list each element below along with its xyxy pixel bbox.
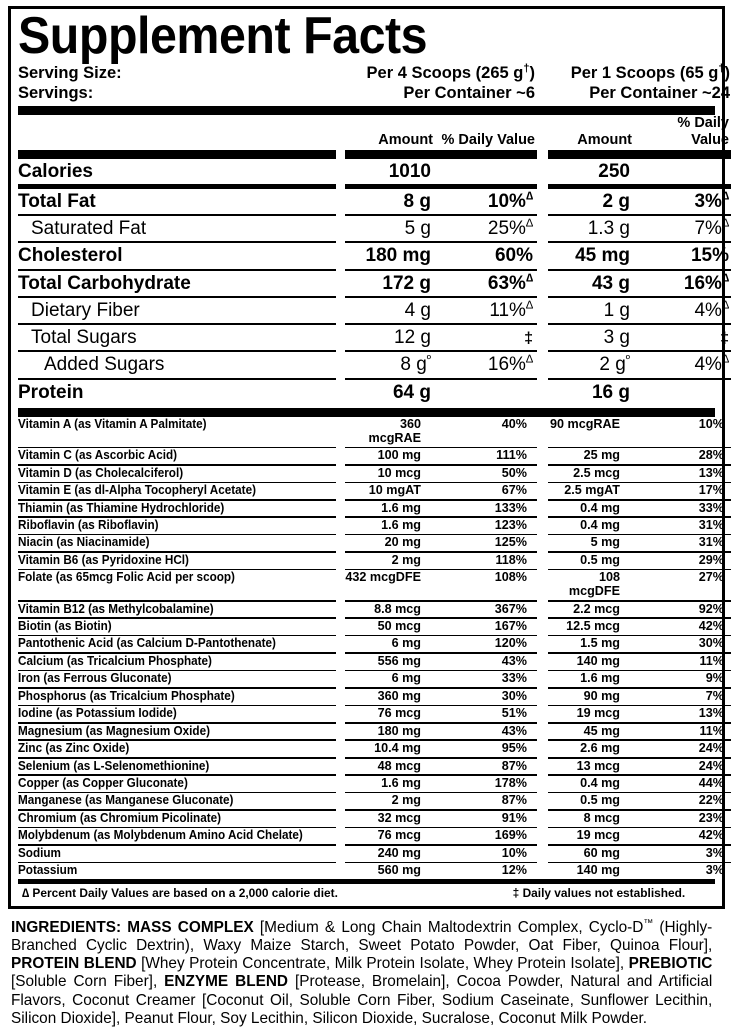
column-headers: [18, 115, 729, 149]
daily-value-col1: 40%: [501, 416, 527, 431]
footnote-marker: ∆: [721, 190, 729, 203]
daily-value-col2: 23%: [698, 810, 724, 825]
micronutrient-name: Iodine (as Potassium Iodide): [18, 706, 177, 721]
amount-col1: 6 mg: [391, 671, 421, 686]
footnote-marker: ∆: [525, 272, 533, 285]
amount-col2: 2 g: [602, 190, 630, 212]
micronutrient-name: Molybdenum (as Molybdenum Amino Acid Chelate): [18, 828, 303, 843]
amount-col1: 1.6 mg: [381, 775, 421, 790]
daily-value-col1: 123%: [494, 517, 527, 532]
micronutrient-row: [18, 810, 724, 827]
ingredient-text: [Soluble Corn Fiber],: [11, 973, 165, 991]
amount-col1: 172 g: [382, 272, 431, 294]
daily-value-col2: 24%: [698, 741, 724, 756]
daily-value-col2: 3%: [705, 863, 724, 878]
daily-value-col1: 50%: [501, 465, 527, 480]
nutrition-row: [18, 271, 729, 296]
daily-value-col2: 11%: [699, 723, 724, 738]
micronutrient-name: Biotin (as Biotin): [18, 619, 112, 633]
daily-value-col2: 30%: [698, 636, 724, 651]
amount-col1: 48 mcg: [377, 758, 421, 773]
daily-value-col2: 7%: [705, 688, 724, 703]
nutrition-row: [18, 243, 729, 268]
micronutrient-row: [18, 465, 724, 482]
micronutrient-row: [18, 570, 724, 600]
micronutrient-row: [18, 671, 724, 687]
daily-value-col2: 3%∆: [694, 190, 729, 212]
footnote-marker: ∆: [721, 354, 729, 367]
daily-value-col1: 125%: [494, 535, 527, 550]
daily-value-col2: 17%: [698, 483, 724, 498]
amount-col1: 32 mcg: [377, 810, 421, 825]
daily-value-col2: 13%: [698, 706, 724, 721]
daily-value-col2: 24%: [698, 758, 724, 773]
micronutrient-row: [18, 828, 724, 844]
micronutrient-name: Niacin (as Niacinamide): [18, 535, 150, 550]
amount-col2: 19 mcg: [576, 828, 620, 843]
header-amount-col1: Amount: [378, 131, 433, 148]
amount-col1: 4 g: [404, 299, 431, 321]
micronutrient-row: [18, 483, 724, 499]
daily-value-col1: 10%∆: [487, 190, 533, 212]
nutrition-table: [18, 159, 729, 405]
ingredients-heading: INGREDIENTS:: [11, 918, 122, 936]
micronutrient-name: Chromium (as Chromium Picolinate): [18, 810, 222, 825]
amount-col2: 0.4 mg: [580, 775, 620, 790]
amount-col1: 8 $g^º$: [400, 354, 431, 376]
daily-value-col2: 92%: [698, 601, 724, 616]
nutrient-name: Saturated Fat: [31, 218, 147, 240]
header-dv-col1: % Daily Value: [441, 131, 535, 148]
amount-col2: 0.4 mg: [580, 517, 620, 532]
facts-panel: [8, 6, 730, 909]
daily-value-col1: 178%: [494, 775, 527, 790]
ingredient-group-name: PREBIOTIC: [628, 955, 713, 973]
row-divider: [18, 350, 715, 352]
footnote-marker: ∆: [721, 272, 729, 285]
serving-info: [18, 62, 730, 103]
micronutrient-name: Magnesium (as Magnesium Oxide): [18, 723, 211, 738]
amount-col1: 10.4 mg: [374, 741, 421, 756]
amount-col1: 180 mg: [377, 723, 421, 738]
divider-thick-top: [18, 106, 715, 115]
nutrition-row: [18, 352, 729, 377]
amount-col1: 1010: [388, 160, 431, 182]
daily-value-col2: 4%∆: [694, 299, 729, 321]
daily-value-col2: 27%: [698, 570, 724, 585]
ingredient-group-name: PROTEIN BLEND: [11, 955, 137, 973]
daily-value-col2: 42%: [698, 619, 724, 633]
micronutrient-row: [18, 448, 724, 464]
nutrition-row: [18, 189, 729, 214]
daily-value-col2: 31%: [698, 535, 724, 550]
daily-value-col1: 11%∆: [489, 299, 533, 321]
micronutrient-row: [18, 416, 724, 447]
daily-value-col1: 51%: [501, 706, 527, 721]
amount-col1: 560 mg: [377, 863, 421, 878]
divider-thick-before-micros: [18, 408, 715, 417]
dagger-symbol-1: †: [523, 62, 530, 75]
serving-size-col1-end: ): [529, 63, 535, 82]
micronutrient-row: [18, 758, 724, 775]
dagger-symbol-2: †: [718, 62, 725, 75]
row-divider: [18, 241, 715, 243]
serving-size-row: [18, 62, 730, 83]
micronutrient-row: [18, 741, 724, 757]
row-divider: [18, 214, 715, 216]
nutrient-name: Total Sugars: [31, 327, 137, 349]
daily-value-col1: 108%: [494, 570, 527, 585]
daily-value-col1: 95%: [501, 741, 527, 756]
amount-col1: 8.8 mcg: [374, 601, 421, 616]
micronutrient-name: Vitamin D (as Cholecalciferol): [18, 465, 184, 480]
daily-value-col2: 31%: [698, 517, 724, 532]
amount-col2: 1.6 mg: [580, 671, 620, 686]
daily-value-col1: 120%: [494, 636, 527, 651]
micronutrient-row: [18, 601, 724, 618]
daily-value-col2: 28%: [698, 448, 724, 463]
servings-row: [18, 83, 730, 103]
daily-value-col1: 87%: [501, 758, 527, 773]
amount-col2: 25 mg: [583, 448, 620, 463]
micronutrient-row: [18, 863, 724, 879]
row-divider: [18, 269, 715, 271]
nutrition-row: [18, 159, 715, 184]
daily-value-col1: 167%: [494, 619, 527, 633]
nutrient-name: Total Fat: [18, 190, 96, 212]
nutrition-row: [18, 380, 715, 405]
daily-value-col1: 25%∆: [487, 217, 533, 240]
amount-col2: 1.5 mg: [580, 636, 620, 651]
footnote-not-established: ‡ Daily values not established.: [512, 885, 686, 900]
daily-value-col2: 29%: [698, 552, 724, 567]
nutrient-name: Cholesterol: [18, 245, 123, 267]
micronutrient-name: Manganese (as Manganese Gluconate): [18, 793, 234, 808]
daily-value-col1: 30%: [501, 688, 527, 703]
amount-col1: 432 mcgDFE: [345, 570, 421, 585]
amount-col2: 19 mcg: [576, 706, 620, 721]
micronutrient-row: [18, 535, 724, 551]
daily-value-col2: 7%∆: [694, 217, 729, 240]
nutrition-row: [18, 325, 729, 350]
daily-value-col2: 3%: [705, 845, 724, 860]
micronutrient-row: [18, 688, 724, 705]
row-divider: [18, 378, 715, 380]
micronutrient-name: Vitamin B12 (as Methylcobalamine): [18, 601, 214, 616]
micronutrient-row: [18, 775, 724, 792]
row-divider: [18, 323, 715, 325]
footnote-marker: ∆: [525, 190, 533, 203]
ingredient-text: (Highly-Branched Cyclic Dextrin), Waxy Maize Starch, Sweet Potato Powder, Oat Fiber, Quinoa Flour],: [11, 918, 713, 954]
amount-col2: 43 g: [591, 272, 630, 294]
amount-col2: 108 mcgDFE: [568, 570, 620, 599]
micronutrient-name: Vitamin E (as dl-Alpha Tocopheryl Acetate): [18, 483, 256, 498]
amount-col1: 5 g: [404, 218, 431, 240]
micronutrient-row: [18, 517, 724, 534]
daily-value-col1: ‡: [524, 330, 533, 348]
micronutrient-row: [18, 723, 724, 740]
amount-col2: 90 mg: [583, 688, 620, 703]
daily-value-col1: 118%: [495, 552, 527, 567]
amount-col2: 140 mg: [576, 653, 620, 668]
footnote-marker: ∆: [721, 217, 729, 230]
ingredient-text: [Whey Protein Concentrate, Milk Protein Isolate, Whey Protein Isolate],: [136, 955, 629, 973]
daily-value-col2: 10%: [698, 416, 724, 431]
servings-col2: Per Container ~24: [589, 84, 730, 103]
amount-col1: 76 mcg: [377, 706, 421, 721]
serving-size-label: Serving Size:: [18, 63, 122, 82]
amount-col2: 0.5 mg: [580, 552, 620, 567]
nutrition-row: [18, 216, 729, 241]
daily-value-col1: 16%∆: [487, 354, 533, 376]
daily-value-col2: 9%: [705, 671, 724, 686]
amount-col2: 60 mg: [583, 845, 620, 860]
trademark-symbol: ™: [643, 917, 654, 929]
daily-value-col2: 16%∆: [683, 272, 729, 294]
ingredient-group-name: MASS COMPLEX: [127, 918, 254, 936]
amount-col1: 556 mg: [377, 653, 421, 668]
amount-col1: 360 mg: [377, 688, 421, 703]
daily-value-col1: 43%: [501, 653, 527, 668]
ingredients-paragraph: [11, 919, 712, 1028]
amount-col1: 1.6 mg: [381, 517, 421, 532]
daily-value-col2: 13%: [698, 465, 724, 480]
nutrient-name: Calories: [18, 160, 93, 182]
micronutrient-name: Calcium (as Tricalcium Phosphate): [18, 653, 212, 668]
row-divider: [18, 184, 715, 189]
daily-value-col2: 42%: [698, 828, 724, 843]
micronutrient-row: [18, 845, 724, 862]
daily-value-col1: 63%∆: [487, 272, 533, 294]
daily-value-col1: 33%: [501, 671, 527, 686]
amount-col2: 45 mg: [575, 245, 630, 267]
daily-value-col1: 169%: [494, 828, 527, 843]
daily-value-col2: 11%: [699, 653, 724, 668]
micronutrient-name: Vitamin A (as Vitamin A Palmitate): [18, 416, 207, 431]
micronutrient-name: Sodium: [18, 845, 61, 860]
amount-col1: 240 mg: [377, 845, 421, 860]
daily-value-col2: 44%: [698, 775, 724, 790]
serving-size-col2-end: ): [724, 63, 730, 82]
micronutrient-row: [18, 500, 724, 517]
daily-value-col1: 60%: [494, 245, 533, 267]
amount-col1: 10 mgAT: [368, 483, 421, 498]
header-amount-col2: Amount: [577, 131, 632, 148]
header-dv-col2: % Daily Value: [677, 115, 729, 148]
micronutrient-name: Riboflavin (as Riboflavin): [18, 517, 159, 532]
nutrient-name: Added Sugars: [44, 354, 165, 376]
serving-size-col2: [537, 63, 731, 83]
amount-col2: 8 mcg: [583, 810, 620, 825]
ingredient-group-name: ENZYME BLEND: [164, 973, 289, 991]
daily-value-col1: 91%: [501, 810, 527, 825]
amount-col2: 2 $g^º$: [599, 354, 630, 376]
amount-col1: 50 mcg: [377, 619, 421, 633]
amount-col1: 360 mcgRAE: [368, 416, 421, 445]
amount-col2: 2.5 mcg: [573, 465, 620, 480]
amount-col1: 2 mg: [391, 552, 421, 567]
row-divider: [18, 296, 715, 298]
nutrient-name: Total Carbohydrate: [18, 272, 191, 294]
daily-value-col2: 33%: [698, 500, 724, 515]
daily-value-col2: 15%: [690, 245, 729, 267]
serving-size-col2-text: Per 1 Scoops (65 g: [570, 63, 719, 82]
daily-value-col1: 367%: [494, 601, 527, 616]
amount-col2: 13 mcg: [576, 758, 620, 773]
micronutrient-name: Folate (as 65mcg Folic Acid per scoop): [18, 570, 235, 585]
micronutrient-row: [18, 653, 724, 670]
micronutrient-name: Potassium: [18, 863, 78, 878]
daily-value-col1: 10%: [501, 845, 527, 860]
daily-value-col2: ‡: [720, 330, 729, 348]
amount-col1: 64 g: [392, 381, 431, 403]
amount-col2: 2.2 mcg: [573, 601, 620, 616]
amount-col1: 10 mcg: [377, 465, 421, 480]
micronutrient-name: Vitamin C (as Ascorbic Acid): [18, 448, 178, 463]
amount-col2: 2.5 mgAT: [564, 483, 620, 498]
ingredient-text: [Medium & Long Chain Maltodextrin Complex, Cyclo-D: [253, 918, 644, 936]
amount-col2: 90 mcgRAE: [550, 416, 620, 431]
serving-size-col1: [336, 63, 537, 83]
amount-col2: 0.4 mg: [580, 500, 620, 515]
micronutrient-row: [18, 619, 724, 635]
footnote-marker: ∆: [525, 299, 533, 312]
amount-col2: 2.6 mg: [580, 741, 620, 756]
page-title: Supplement Facts: [18, 7, 428, 65]
amount-col2: 1.3 g: [587, 218, 630, 240]
amount-col2: 140 mg: [576, 863, 620, 878]
amount-col1: 20 mg: [384, 535, 421, 550]
amount-col1: 76 mcg: [377, 828, 421, 843]
footnote-daily-values: ∆ Percent Daily Values are based on a 2,000 calorie diet.: [21, 885, 338, 900]
serving-size-col1-text: Per 4 Scoops (265 g: [366, 63, 524, 82]
footnote-marker: º: [625, 354, 630, 367]
amount-col2: 1 g: [603, 299, 630, 321]
amount-col1: 8 g: [403, 190, 431, 212]
nutrition-row: [18, 298, 729, 323]
amount-col2: 250: [598, 160, 630, 182]
footnote-marker: ∆: [721, 299, 729, 312]
divider-under-headers: [18, 150, 715, 159]
micronutrient-row: [18, 552, 724, 569]
amount-col1: 100 mg: [377, 448, 421, 463]
micronutrient-table: [18, 416, 724, 879]
micronutrient-name: Pantothenic Acid (as Calcium D-Pantothenate): [18, 636, 276, 651]
footnote-marker: ∆: [525, 217, 533, 230]
amount-col1: 12 g: [394, 327, 431, 349]
daily-value-col1: 67%: [501, 483, 527, 498]
servings-label: Servings:: [18, 84, 94, 103]
micronutrient-name: Copper (as Copper Gluconate): [18, 775, 188, 790]
micronutrient-row: [18, 706, 724, 722]
micronutrient-name: Phosphorus (as Tricalcium Phosphate): [18, 688, 235, 703]
micronutrient-row: [18, 793, 724, 809]
micronutrient-name: Vitamin B6 (as Pyridoxine HCl): [18, 552, 189, 567]
amount-col1: 2 mg: [391, 793, 421, 808]
nutrient-name: Dietary Fiber: [31, 299, 140, 321]
micronutrient-name: Zinc (as Zinc Oxide): [18, 741, 130, 756]
daily-value-col1: 43%: [501, 723, 527, 738]
daily-value-col1: 87%: [501, 793, 527, 808]
ingredient-text: [Protease, Bromelain], Cocoa Powder, Natural and Artificial Flavors, Coconut Creamer [Coconut Oil, Soluble Corn Fiber, Sodium Caseinate, Sunflower Lecithin, Silicon Dioxide], Peanut Flour, Soy Lecithin, Silicon Dioxide, Sucralose, Coconut Milk Powder.: [11, 973, 713, 1027]
nutrient-name: Protein: [18, 381, 84, 403]
micronutrient-name: Iron (as Ferrous Gluconate): [18, 671, 172, 686]
daily-value-col2: 22%: [698, 793, 724, 808]
micronutrient-row: [18, 636, 724, 652]
daily-value-col1: 12%: [501, 863, 527, 878]
amount-col2: 45 mg: [583, 723, 620, 738]
daily-value-col1: 133%: [494, 500, 527, 515]
amount-col2: 0.5 mg: [580, 793, 620, 808]
footnote-marker: º: [426, 354, 431, 367]
amount-col2: 3 g: [603, 327, 630, 349]
amount-col2: 16 g: [591, 381, 630, 403]
servings-col1: Per Container ~6: [403, 84, 535, 103]
daily-value-col1: 111%: [496, 448, 527, 463]
footnote-row: [18, 884, 687, 903]
amount-col1: 1.6 mg: [381, 500, 421, 515]
daily-value-col2: 4%∆: [694, 354, 729, 376]
amount-col2: 5 mg: [590, 535, 620, 550]
micronutrient-name: Thiamin (as Thiamine Hydrochloride): [18, 500, 225, 515]
micronutrient-name: Selenium (as L-Selenomethionine): [18, 758, 210, 773]
amount-col1: 180 mg: [365, 245, 431, 267]
footnote-marker: ∆: [525, 354, 533, 367]
amount-col2: 12.5 mcg: [566, 619, 620, 633]
amount-col1: 6 mg: [391, 636, 421, 651]
